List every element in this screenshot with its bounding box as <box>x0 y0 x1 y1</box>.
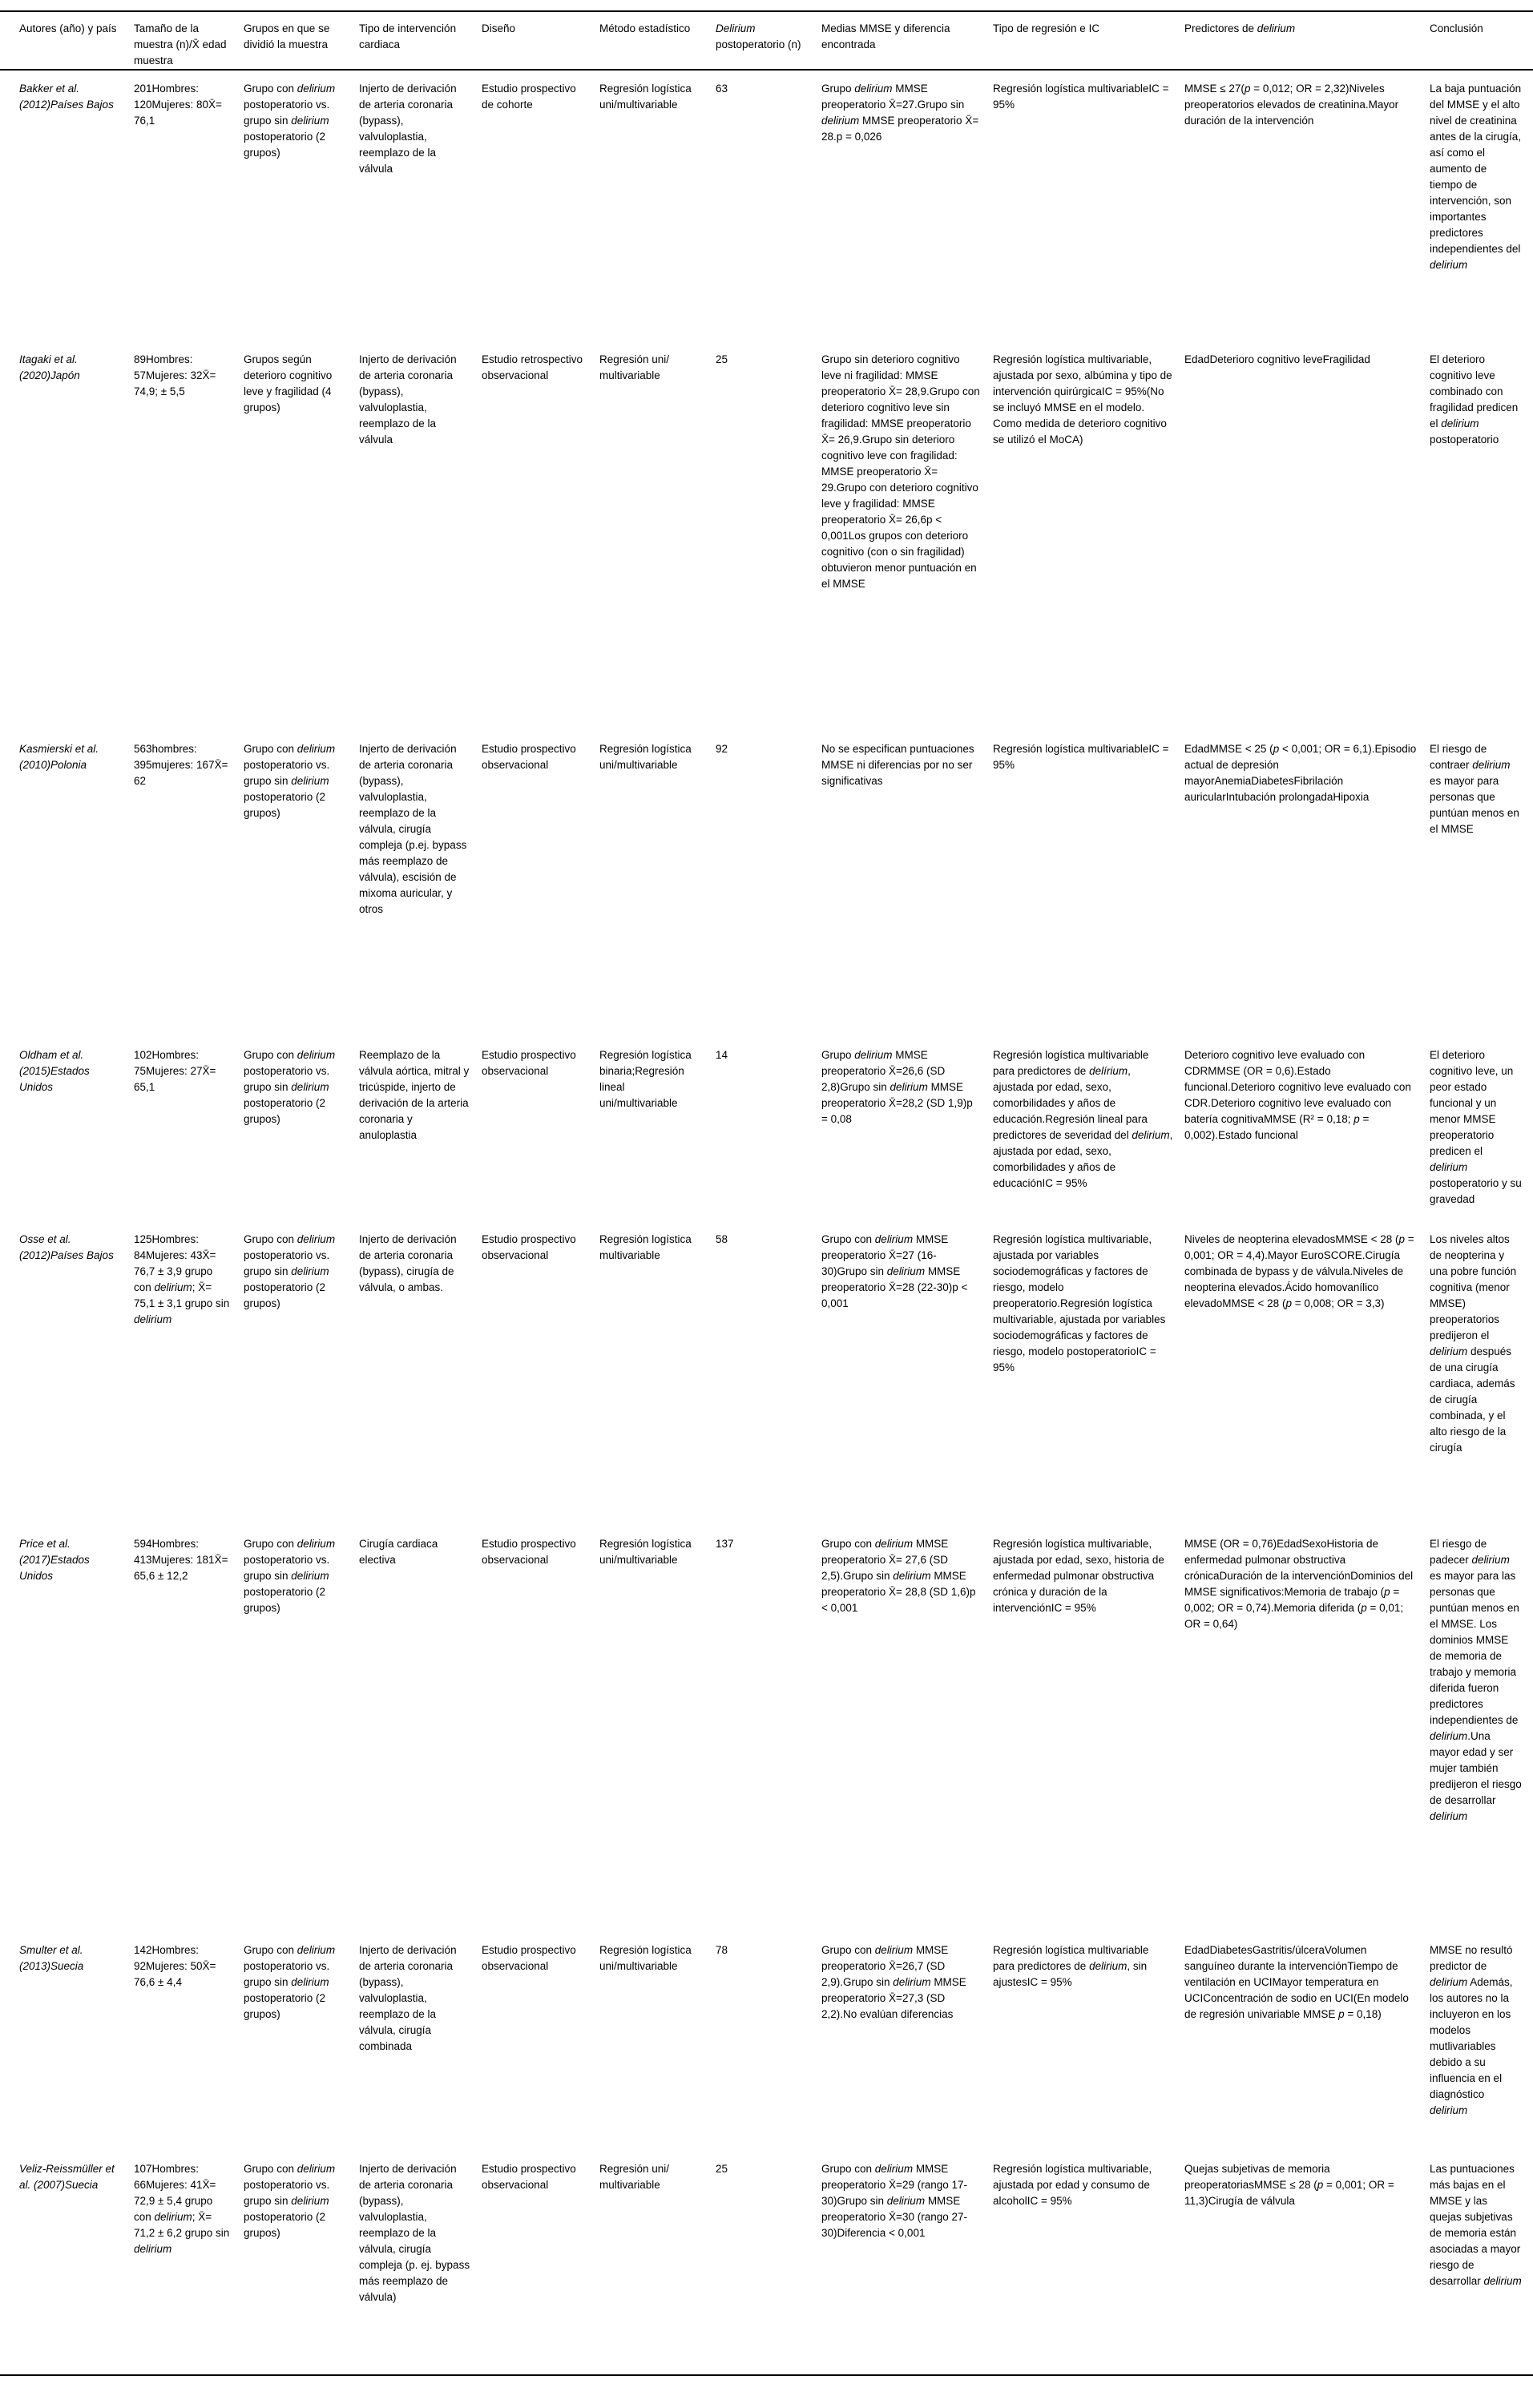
cell-metodo: Regresión uni/ multivariable <box>599 2163 670 2191</box>
cell-regresion: Regresión logística multivariableIC = 95% <box>993 83 1169 111</box>
cell-intervencion: Injerto de derivación de arteria coronaria (bypass), valvuloplastia, reemplazo de la válvula, cirugía compleja (p. ej. bypass más reemplazo de válvula) <box>359 2163 470 2303</box>
cell-predictores: Niveles de neopterina elevadosMMSE < 28 (p = 0,001; OR = 4,4).Mayor EuroSCORE.Cirugía combinada de bypass y de válvula.Niveles de neopterina elevados.Ácido homovanílico elevadoMMSE < 28 (p = 0,008; OR = 3,3) <box>1184 1233 1414 1309</box>
column-header-diseno: Diseño <box>482 22 516 34</box>
column-header-tamano: Tamaño de la muestra (n)/X̄ edad muestra <box>134 22 227 67</box>
study-row <box>0 1932 1533 2151</box>
column-header-medias: Medias MMSE y diferencia encontrada <box>821 22 950 50</box>
cell-medias: Grupo delirium MMSE preoperatorio X̄=26,6 (SD 2,8)Grupo sin delirium MMSE preoperatorio X̄=28,2 (SD 1,9)p = 0,08 <box>821 1049 973 1125</box>
cell-regresion: Regresión logística multivariable para predictores de delirium, sin ajustesIC = 95% <box>993 1944 1149 1988</box>
cell-regresion: Regresión logística multivariable, ajustada por sexo, albúmina y tipo de intervención quirúrgicaIC = 95%(No se incluyó MMSE en el modelo. Como medida de deterioro cognitivo se utilizó el MoCA) <box>993 353 1172 446</box>
cell-medias: Grupo con delirium MMSE preoperatorio X̄=26,7 (SD 2,9).Grupo sin delirium MMSE preoperatorio X̄=27,3 (SD 2,2).No evalúan diferencias <box>821 1944 966 2020</box>
cell-grupos: Grupo con delirium postoperatorio vs. grupo sin delirium postoperatorio (2 grupos) <box>244 743 336 819</box>
column-header-autores: Autores (año) y país <box>19 22 117 34</box>
cell-autores: Veliz-Reissmüller et al. (2007)Suecia <box>19 2163 115 2191</box>
cell-delirium_n: 78 <box>716 1944 728 1956</box>
cell-diseno: Estudio retrospectivo observacional <box>482 353 583 381</box>
cell-regresion: Regresión logística multivariable para predictores de delírium, ajustada por edad, sexo, comorbilidades y años de educación.Regresión lineal para predictores de severidad del delirium, ajustada por edad, sexo, comorbilidades y años de educaciónIC = 95% <box>993 1049 1173 1189</box>
cell-intervencion: Injerto de derivación de arteria coronaria (bypass), valvuloplastia, reemplazo de la válvula, cirugía compleja (p.ej. bypass más reemplazo de válvula), escisión de mixoma auricular, y otros <box>359 743 467 915</box>
column-header-regresion: Tipo de regresión e IC <box>993 22 1100 34</box>
cell-predictores: MMSE ≤ 27(p = 0,012; OR = 2,32)Niveles preoperatorios elevados de creatinina.Mayor duración de la intervención <box>1184 83 1399 127</box>
cell-predictores: EdadMMSE < 25 (p < 0,001; OR = 6,1).Episodio actual de depresión mayorAnemiaDiabetesFibrilación auricularIntubación prolongadaHipoxia <box>1184 743 1417 803</box>
cell-tamano: 89Hombres: 57Mujeres: 32X̄= 74,9; ± 5,5 <box>134 353 216 397</box>
column-header-delirium_n: Delirium postoperatorio (n) <box>716 22 801 50</box>
review-table <box>0 10 1533 2376</box>
cell-grupos: Grupo con delirium postoperatorio vs. grupo sin delirium postoperatorio (2 grupos) <box>244 1538 336 1614</box>
cell-diseno: Estudio prospectivo observacional <box>482 1944 576 1972</box>
cell-delirium_n: 137 <box>716 1538 734 1550</box>
cell-delirium_n: 58 <box>716 1233 728 1245</box>
cell-conclusion: Los niveles altos de neopterina y una pobre función cognitiva (menor MMSE) preoperatorios predijeron el delirium después de una cirugía cardiaca, además de cirugía combinada, y el alto riesgo de la cirugía <box>1430 1233 1517 1454</box>
cell-grupos: Grupo con delirium postoperatorio vs. grupo sin delirium postoperatorio (2 grupos) <box>244 1233 336 1309</box>
column-header-metodo: Método estadístico <box>599 22 691 34</box>
study-row <box>0 2151 1533 2375</box>
table-body <box>0 70 1533 2375</box>
table-header <box>0 11 1533 70</box>
cell-conclusion: El riesgo de padecer delirium es mayor para las personas que puntúan menos en el MMSE. Los dominios MMSE de memoria de trabajo y memoria diferida fueron predictores independientes de delirium.Una mayor edad y ser mujer también predijeron el riesgo de desarrollar delirium <box>1430 1538 1522 1822</box>
cell-metodo: Regresión uni/ multivariable <box>599 353 670 381</box>
cell-metodo: Regresión logística uni/multivariable <box>599 1944 692 1972</box>
cell-autores: Itagaki et al. (2020)Japón <box>19 353 80 381</box>
study-row <box>0 1037 1533 1221</box>
cell-medias: Grupo con delirium MMSE preoperatorio X̄=27 (16-30)Grupo sin delirium MMSE preoperatorio X̄=28 (22-30)p < 0,001 <box>821 1233 968 1309</box>
cell-conclusion: MMSE no resultó predictor de delirium Además, los autores no la incluyeron en los modelos mutlivariables debido a su influencia en el diagnóstico delirium <box>1430 1944 1513 2116</box>
cell-delirium_n: 25 <box>716 353 728 365</box>
cell-tamano: 102Hombres: 75Mujeres: 27X̄= 65,1 <box>134 1049 216 1093</box>
cell-grupos: Grupos según deterioro cognitivo leve y fragilidad (4 grupos) <box>244 353 333 413</box>
cell-conclusion: El deterioro cognitivo leve, un peor estado funcional y un menor MMSE preoperatorio predicen el delirium postoperatorio y su gravedad <box>1430 1049 1522 1205</box>
cell-intervencion: Cirugía cardiaca electiva <box>359 1538 438 1566</box>
study-row <box>0 1526 1533 1932</box>
cell-regresion: Regresión logística multivariable, ajustada por variables sociodemográficas y factores de riesgo, modelo preoperatorio.Regresión logística multivariable, ajustada por variables sociodemográficas y factores de riesgo, modelo postoperatorioIC = 95% <box>993 1233 1166 1373</box>
cell-autores: Kasmierski et al. (2010)Polonia <box>19 743 99 771</box>
column-header-conclusion: Conclusión <box>1430 22 1483 34</box>
cell-diseno: Estudio prospectivo observacional <box>482 743 576 771</box>
study-row <box>0 341 1533 731</box>
cell-grupos: Grupo con delirium postoperatorio vs. grupo sin delirium postoperatorio (2 grupos) <box>244 1049 336 1125</box>
cell-intervencion: Injerto de derivación de arteria coronaria (bypass), valvuloplastia, reemplazo de la válvula <box>359 83 457 175</box>
cell-metodo: Regresión logística uni/multivariable <box>599 83 692 111</box>
cell-predictores: EdadDiabetesGastritis/úlceraVolumen sanguíneo durante la intervenciónTiempo de ventilación en UCIMayor temperatura en UCIConcentración de sodio en UCI(En modelo de regresión univariable MMSE p = 0,18) <box>1184 1944 1409 2020</box>
cell-intervencion: Reemplazo de la válvula aórtica, mitral y tricúspide, injerto de derivación de la arteria coronaria y anuloplastia <box>359 1049 470 1141</box>
cell-metodo: Regresión logística binaria;Regresión lineal uni/multivariable <box>599 1049 692 1109</box>
cell-autores: Bakker et al. (2012)Países Bajos <box>19 83 114 111</box>
cell-intervencion: Injerto de derivación de arteria coronaria (bypass), valvuloplastia, reemplazo de la válvula <box>359 353 457 446</box>
cell-metodo: Regresión logística uni/multivariable <box>599 743 692 771</box>
cell-delirium_n: 25 <box>716 2163 728 2175</box>
column-header-grupos: Grupos en que se dividió la muestra <box>244 22 330 50</box>
cell-conclusion: La baja puntuación del MMSE y el alto nivel de creatinina antes de la cirugía, así como el aumento de tiempo de intervención, son importantes predictores independientes del delirium <box>1430 83 1522 271</box>
cell-diseno: Estudio prospectivo observacional <box>482 1049 576 1077</box>
column-header-intervencion: Tipo de intervención cardiaca <box>359 22 457 50</box>
cell-conclusion: El deterioro cognitivo leve combinado con fragilidad predicen el delirium postoperatorio <box>1430 353 1519 446</box>
cell-autores: Oldham et al. (2015)Estados Unidos <box>19 1049 90 1093</box>
cell-diseno: Estudio prospectivo observacional <box>482 2163 576 2191</box>
cell-medias: Grupo delirium MMSE preoperatorio X̄=27.Grupo sin delirium MMSE preoperatorio X̄= 28.p = 0,026 <box>821 83 979 143</box>
cell-regresion: Regresión logística multivariableIC = 95% <box>993 743 1169 771</box>
cell-regresion: Regresión logística multivariable, ajustada por edad y consumo de alcoholIC = 95% <box>993 2163 1152 2207</box>
cell-metodo: Regresión logística uni/multivariable <box>599 1538 692 1566</box>
cell-regresion: Regresión logística multivariable, ajustada por edad, sexo, historia de enfermedad pulmonar obstructiva crónica y duración de la intervenciónIC = 95% <box>993 1538 1164 1614</box>
cell-predictores: MMSE (OR = 0,76)EdadSexoHistoria de enfermedad pulmonar obstructiva crónicaDuración de la intervenciónDominios del MMSE significativos:Memoria de trabajo (p = 0,002; OR = 0,74).Memoria diferida (p = 0,01; OR = 0,64) <box>1184 1538 1414 1630</box>
column-header-predictores: Predictores de delirium <box>1184 22 1296 34</box>
cell-intervencion: Injerto de derivación de arteria coronaria (bypass), cirugía de válvula, o ambas. <box>359 1233 457 1293</box>
cell-delirium_n: 14 <box>716 1049 728 1061</box>
cell-grupos: Grupo con delirium postoperatorio vs. grupo sin delirium postoperatorio (2 grupos) <box>244 83 336 159</box>
cell-tamano: 125Hombres: 84Mujeres: 43X̄= 76,7 ± 3,9 grupo con delirium; X̄= 75,1 ± 3,1 grupo sin delirium <box>134 1233 230 1325</box>
cell-tamano: 563hombres: 395mujeres: 167X̄= 62 <box>134 743 228 787</box>
cell-grupos: Grupo con delirium postoperatorio vs. grupo sin delirium postoperatorio (2 grupos) <box>244 2163 336 2239</box>
study-row <box>0 731 1533 1037</box>
cell-tamano: 594Hombres: 413Mujeres: 181X̄= 65,6 ± 12,2 <box>134 1538 228 1582</box>
cell-tamano: 142Hombres: 92Mujeres: 50X̄= 76,6 ± 4,4 <box>134 1944 216 1988</box>
cell-diseno: Estudio prospectivo observacional <box>482 1538 576 1566</box>
cell-diseno: Estudio prospectivo observacional <box>482 1233 576 1261</box>
cell-medias: Grupo con delirium MMSE preoperatorio X̄= 27,6 (SD 2,5).Grupo sin delirium MMSE preoperatorio X̄= 28,8 (SD 1,6)p < 0,001 <box>821 1538 976 1614</box>
cell-tamano: 201Hombres: 120Mujeres: 80X̄= 76,1 <box>134 83 222 127</box>
cell-metodo: Regresión logística multivariable <box>599 1233 692 1261</box>
cell-autores: Smulter et al. (2013)Suecia <box>19 1944 84 1972</box>
cell-predictores: Quejas subjetivas de memoria preoperatoriasMMSE ≤ 28 (p = 0,001; OR = 11,3)Cirugía de válvula <box>1184 2163 1394 2207</box>
cell-predictores: EdadDeterioro cognitivo leveFragilidad <box>1184 353 1370 365</box>
cell-conclusion: El riesgo de contraer delirium es mayor para personas que puntúan menos en el MMSE <box>1430 743 1519 835</box>
cell-delirium_n: 63 <box>716 83 728 95</box>
cell-predictores: Deterioro cognitivo leve evaluado con CDRMMSE (OR = 0,6).Estado funcional.Deterioro cognitivo leve evaluado con CDR.Deterioro cognitivo leve evaluado con batería cognitivaMMSE (R² = 0,18; p = 0,002).Estado funcional <box>1184 1049 1411 1141</box>
cell-autores: Price et al. (2017)Estados Unidos <box>19 1538 90 1582</box>
cell-tamano: 107Hombres: 66Mujeres: 41X̄= 72,9 ± 5,4 grupo con delirium; X̄= 71,2 ± 6,2 grupo sin delirium <box>134 2163 230 2255</box>
cell-delirium_n: 92 <box>716 743 728 755</box>
cell-medias: Grupo sin deterioro cognitivo leve ni fragilidad: MMSE preoperatorio X̄= 28,9.Grupo con deterioro cognitivo leve sin fragilidad: MMSE preoperatorio X̄= 26,9.Grupo sin deterioro cognitivo leve con fragilidad: MMSE preoperatorio X̄= 29.Grupo con deterioro cognitivo leve y fragilidad: MMSE preoperatorio X̄= 26,6p < 0,001Los grupos con deterioro cognitivo (con o sin fragilidad) obtuvieron menor puntuación en el MMSE <box>821 353 980 590</box>
cell-diseno: Estudio prospectivo de cohorte <box>482 83 576 111</box>
cell-autores: Osse et al. (2012)Países Bajos <box>19 1233 114 1261</box>
study-row <box>0 70 1533 341</box>
cell-conclusion: Las puntuaciones más bajas en el MMSE y las quejas subjetivas de memoria están asociadas a mayor riesgo de desarrollar delirium <box>1430 2163 1522 2287</box>
cell-medias: Grupo con delirium MMSE preoperatorio X̄=29 (rango 17-30)Grupo sin delirium MMSE preoperatorio X̄=30 (rango 27-30)Diferencia < 0,001 <box>821 2163 967 2239</box>
cell-medias: No se especifican puntuaciones MMSE ni diferencias por no ser significativas <box>821 743 974 787</box>
study-row <box>0 1221 1533 1526</box>
cell-grupos: Grupo con delirium postoperatorio vs. grupo sin delirium postoperatorio (2 grupos) <box>244 1944 336 2020</box>
cell-intervencion: Injerto de derivación de arteria coronaria (bypass), valvuloplastia, reemplazo de la válvula, cirugía combinada <box>359 1944 457 2052</box>
header-row <box>0 11 1533 70</box>
